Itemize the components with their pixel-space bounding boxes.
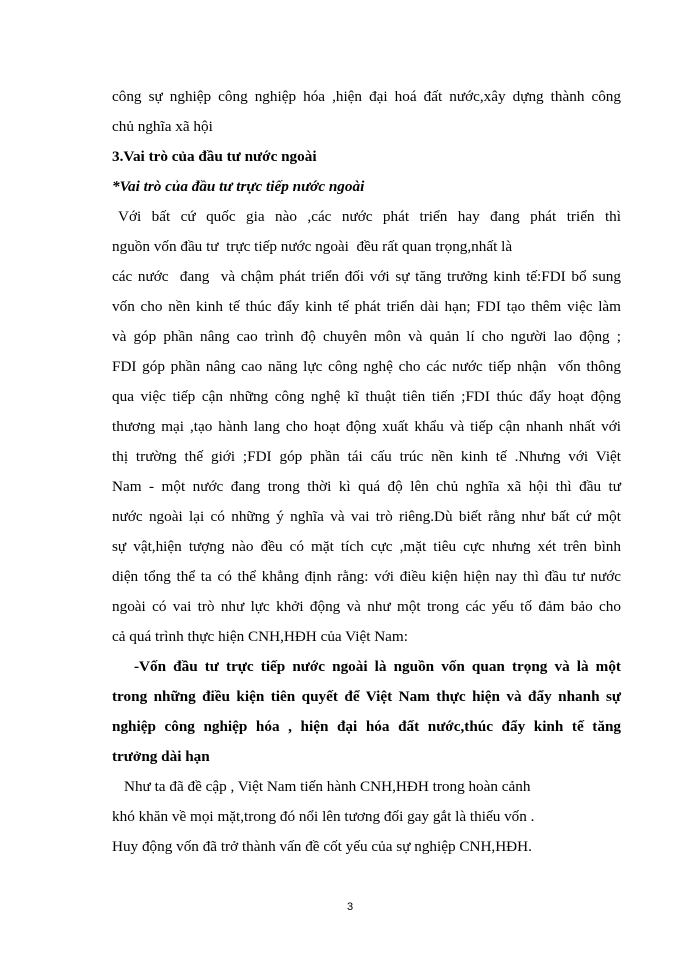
- body-line: diện tổng thể ta có thể khẳng định rằng: với điều kiện hiện nay thì đầu tư nước: [112, 568, 621, 585]
- bold-body-line: trong những điều kiện tiên quyết để Việt Nam thực hiện và đẩy nhanh sự: [112, 688, 621, 705]
- body-line: chủ nghĩa xã hội: [112, 118, 213, 135]
- body-line: vốn cho nền kinh tế thúc đẩy kinh tế phát triển dài hạn; FDI tạo thêm việc làm: [112, 298, 621, 315]
- body-line: sự vật,hiện tượng nào đều có mặt tích cực ,mặt tiêu cực nhưng xét trên bình: [112, 538, 621, 555]
- body-line: thị trường thế giới ;FDI góp phần tái cấu trúc nền kinh tế .Nhưng với Việt: [112, 448, 621, 465]
- body-line: Với bất cứ quốc gia nào ,các nước phát triển hay đang phát triển thì: [118, 208, 621, 225]
- body-line: nguồn vốn đầu tư trực tiếp nước ngoài đều rất quan trọng,nhất là: [112, 238, 513, 255]
- subsection-heading: *Vai trò của đầu tư trực tiếp nước ngoài: [112, 178, 365, 195]
- bold-body-line: trưởng dài hạn: [112, 748, 210, 765]
- body-line: FDI góp phần nâng cao năng lực công nghệ cho các nước tiếp nhận vốn thông: [112, 358, 621, 375]
- body-line: thương mại ,tạo hành lang cho hoạt động xuất khẩu và tiếp cận nhanh nhất với: [112, 418, 621, 435]
- section-heading: 3.Vai trò của đầu tư nước ngoài: [112, 148, 317, 165]
- body-line: Nam - một nước đang trong thời kì quá độ lên chủ nghĩa xã hội thì đầu tư: [112, 478, 621, 495]
- body-line: các nước đang và chậm phát triển đối với sự tăng trưởng kinh tế:FDI bổ sung: [112, 268, 621, 285]
- bold-body-line: -Vốn đầu tư trực tiếp nước ngoài là nguồn vốn quan trọng và là một: [134, 658, 621, 675]
- body-line: công sự nghiệp công nghiệp hóa ,hiện đại hoá đất nước,xây dựng thành công: [112, 88, 621, 105]
- body-line: Như ta đã đề cập , Việt Nam tiến hành CNH,HĐH trong hoàn cảnh: [124, 778, 531, 795]
- bold-body-line: nghiệp công nghiệp hóa , hiện đại hóa đất nước,thúc đẩy kinh tế tăng: [112, 718, 621, 735]
- body-line: ngoài có vai trò như lực khởi động và như một trong các yếu tố đảm bảo cho: [112, 598, 621, 615]
- page-number: 3: [346, 901, 354, 913]
- body-line: và góp phần nâng cao trình độ chuyên môn và quản lí cho người lao động ;: [112, 328, 621, 345]
- body-line: khó khăn về mọi mặt,trong đó nổi lên tương đối gay gắt là thiếu vốn .: [112, 808, 535, 825]
- body-line: cả quá trình thực hiện CNH,HĐH của Việt Nam:: [112, 628, 408, 645]
- body-line: Huy động vốn đã trở thành vấn đề cốt yếu của sự nghiệp CNH,HĐH.: [112, 838, 532, 855]
- body-line: qua việc tiếp cận những công nghệ kĩ thuật tiên tiến ;FDI thúc đẩy hoạt động: [112, 388, 621, 405]
- body-line: nước ngoài lại có những ý nghĩa và vai trò riêng.Dù biết rằng như bất cứ một: [112, 508, 621, 525]
